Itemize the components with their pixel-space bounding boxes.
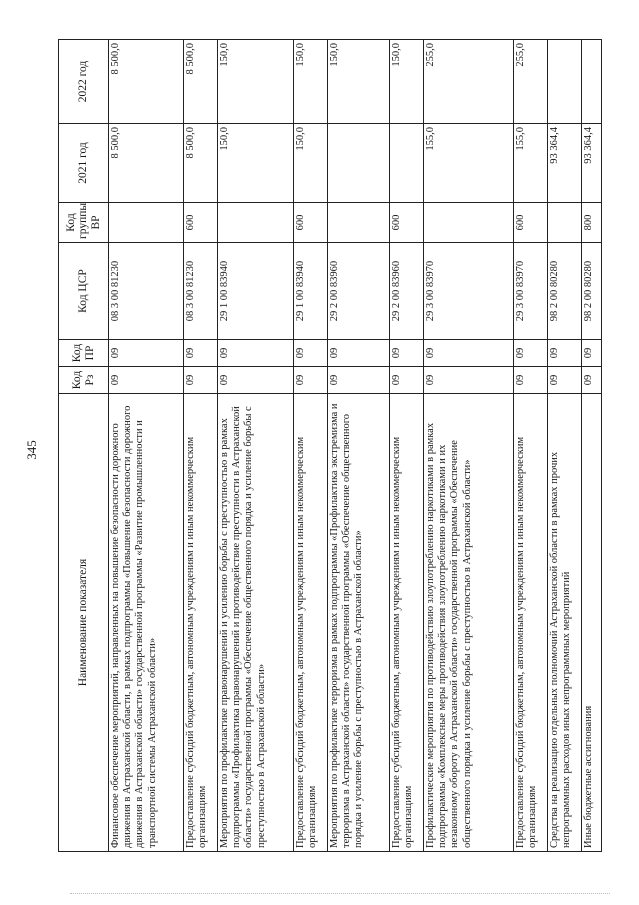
scan-edge-line: [70, 893, 610, 894]
row-csr: 08 3 00 81230: [109, 243, 184, 340]
rotated-table-container: [58, 40, 594, 852]
row-pr: 09: [184, 340, 218, 367]
row-csr: 29 3 00 83970: [424, 243, 514, 340]
row-pr: 09: [218, 340, 294, 367]
row-pr: 09: [548, 340, 582, 367]
row-pr: 09: [424, 340, 514, 367]
row-2021: 8 500,0: [184, 124, 218, 203]
table-row: [514, 40, 548, 852]
table-row: [328, 40, 390, 852]
row-name: Средства на реализацию отдельных полномочий Астраханской области в рамках прочих непрограммных расходов иных непрограммных мероприятий: [548, 394, 582, 852]
row-pr: 09: [390, 340, 424, 367]
row-2022: 150,0: [390, 40, 424, 124]
row-rz: 09: [109, 367, 184, 394]
row-2022: 150,0: [294, 40, 328, 124]
row-name: Иные бюджетные ассигнования: [582, 394, 602, 852]
row-pr: 09: [328, 340, 390, 367]
row-vr: [218, 203, 294, 243]
row-2021: 155,0: [514, 124, 548, 203]
row-csr: 98 2 00 80280: [582, 243, 602, 340]
row-vr: 600: [514, 203, 548, 243]
row-rz: 09: [390, 367, 424, 394]
table-row: [390, 40, 424, 852]
row-vr: [109, 203, 184, 243]
header-2021: 2021 год: [59, 124, 109, 203]
row-pr: 09: [294, 340, 328, 367]
row-name: Предоставление субсидий бюджетным, автономным учреждениям и иным некоммерческим организациям: [184, 394, 218, 852]
table-row: [109, 40, 184, 852]
row-name: Мероприятия по профилактике терроризма в рамках подпрограммы «Профилактика экстремизма и терроризма в Астраханской области» государственной программы «Обеспечение общественного порядка и усиление борьбы с преступностью в Астраханской области»: [328, 394, 390, 852]
row-rz: 09: [328, 367, 390, 394]
row-name: Предоставление субсидий бюджетным, автономным учреждениям и иным некоммерческим организациям: [294, 394, 328, 852]
table-row: [184, 40, 218, 852]
header-pr: Код ПР: [59, 340, 109, 367]
row-rz: 09: [218, 367, 294, 394]
row-vr: [548, 203, 582, 243]
row-2022: [548, 40, 582, 124]
row-rz: 09: [582, 367, 602, 394]
header-csr: Код ЦСР: [59, 243, 109, 340]
row-2022: 150,0: [328, 40, 390, 124]
row-csr: 29 2 00 83960: [328, 243, 390, 340]
row-vr: 600: [294, 203, 328, 243]
row-2022: 8 500,0: [109, 40, 184, 124]
row-2021: [390, 124, 424, 203]
row-2021: 8 500,0: [109, 124, 184, 203]
row-2021: 150,0: [218, 124, 294, 203]
row-vr: 600: [184, 203, 218, 243]
row-name: Мероприятия по профилактике правонарушений и усилению борьбы с преступностью в рамках подпрограммы «Профилактика правонарушений и противодействие преступности в Астраханской области» государственной программы «Обеспечение общественного порядка и усиление борьбы с преступностью в Астраханской области»: [218, 394, 294, 852]
header-name: Наименование показателя: [59, 394, 109, 852]
row-vr: 800: [582, 203, 602, 243]
row-pr: 09: [109, 340, 184, 367]
budget-table: [58, 39, 602, 852]
row-2021: 150,0: [294, 124, 328, 203]
header-rz: Код Рз: [59, 367, 109, 394]
row-vr: [328, 203, 390, 243]
row-vr: [424, 203, 514, 243]
row-2021: 93 364,4: [582, 124, 602, 203]
row-csr: 98 2 00 80280: [548, 243, 582, 340]
header-2022: 2022 год: [59, 40, 109, 124]
row-name: Профилактические мероприятия по противодействию злоупотреблению наркотиками в рамках подпрограммы «Комплексные меры противодействия злоупотреблению наркотиками и их незаконному обороту в Астраханской области» государственной программы «Обеспечение общественного порядка и усиление борьбы с преступностью в Астраханской области»: [424, 394, 514, 852]
page-number: 345: [24, 440, 39, 460]
row-csr: 08 3 00 81230: [184, 243, 218, 340]
header-row: [59, 40, 109, 852]
row-csr: 29 1 00 83940: [218, 243, 294, 340]
row-name: Предоставление субсидий бюджетным, автономным учреждениям и иным некоммерческим организациям: [390, 394, 424, 852]
row-2022: [582, 40, 602, 124]
row-rz: 09: [514, 367, 548, 394]
row-pr: 09: [582, 340, 602, 367]
row-csr: 29 2 00 83960: [390, 243, 424, 340]
row-pr: 09: [514, 340, 548, 367]
row-2021: 155,0: [424, 124, 514, 203]
row-rz: 09: [548, 367, 582, 394]
row-rz: 09: [184, 367, 218, 394]
row-csr: 29 1 00 83940: [294, 243, 328, 340]
row-2022: 150,0: [218, 40, 294, 124]
row-2021: [328, 124, 390, 203]
row-2022: 255,0: [514, 40, 548, 124]
row-2021: 93 364,4: [548, 124, 582, 203]
table-row: [582, 40, 602, 852]
row-name: Предоставление субсидий бюджетным, автономным учреждениям и иным некоммерческим организациям: [514, 394, 548, 852]
table-row: [548, 40, 582, 852]
row-rz: 09: [294, 367, 328, 394]
row-name: Финансовое обеспечение мероприятий, направленных на повышение безопасности дорожного движения в Астраханской области, в рамках подпрограммы «Повышение безопасности дорожного движения в Астраханской области» государственной программы «Развитие промышленности и транспортной системы Астраханской области»: [109, 394, 184, 852]
row-rz: 09: [424, 367, 514, 394]
row-2022: 8 500,0: [184, 40, 218, 124]
header-vr: Код группы ВР: [59, 203, 109, 243]
table-row: [294, 40, 328, 852]
row-vr: 600: [390, 203, 424, 243]
table-row: [218, 40, 294, 852]
row-2022: 255,0: [424, 40, 514, 124]
table-row: [424, 40, 514, 852]
row-csr: 29 3 00 83970: [514, 243, 548, 340]
